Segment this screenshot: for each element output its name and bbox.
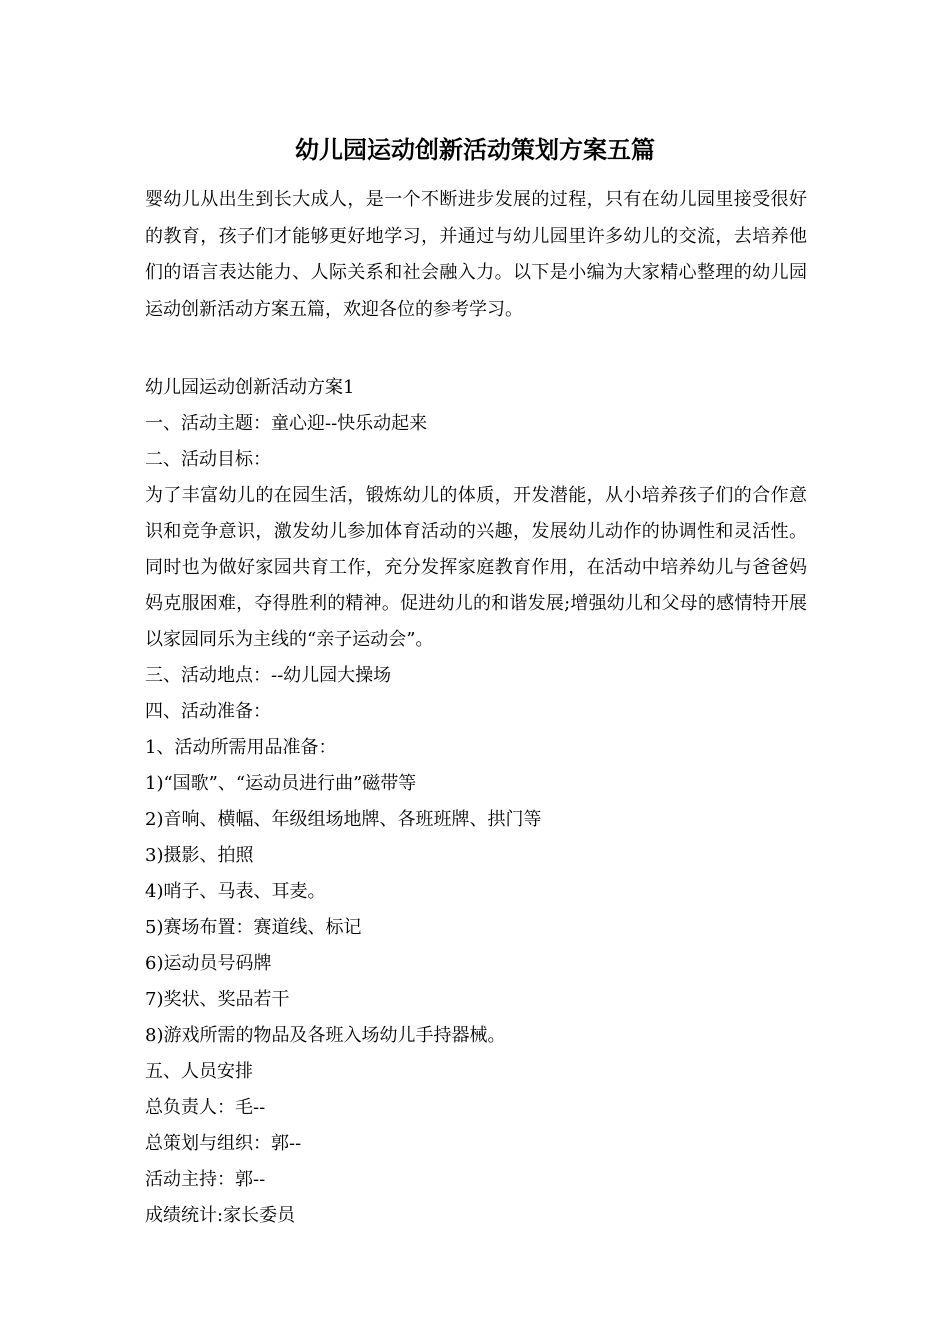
- activity-theme: 一、活动主题：童心迎--快乐动起来: [145, 413, 428, 434]
- prep-list-item: 1)“国歌”、“运动员进行曲”磁带等: [145, 773, 417, 794]
- staff-item: 活动主持：郭--: [145, 1169, 266, 1190]
- goal-paragraph: 为了丰富幼儿的在园生活，锻炼幼儿的体质，开发潜能，从小培养孩子们的合作意识和竞争意识，激发幼儿参加体育活动的兴趣，发展幼儿动作的协调性和灵活性。同时也为做好家园共育工作，充分发挥家庭教育作用，在活动中培养幼儿与爸爸妈妈克服困难，夺得胜利的精神。促进幼儿的和谐发展;增强幼儿和父母的感情特开展以家园同乐为主线的“亲子运动会”。: [145, 485, 807, 650]
- prep-list-item: 3)摄影、拍照: [145, 845, 254, 866]
- prep-list-item: 2)音响、横幅、年级组场地牌、各班班牌、拱门等: [145, 809, 542, 830]
- prep-heading: 四、活动准备：: [145, 701, 271, 722]
- staff-item: 总负责人：毛--: [145, 1097, 266, 1118]
- prep-list-item: 6)运动员号码牌: [145, 953, 272, 974]
- prep-list-item: 5)赛场布置：赛道线、标记: [145, 917, 362, 938]
- prep-list-item: 8)游戏所需的物品及各班入场幼儿手持器械。: [145, 1025, 506, 1046]
- paragraph-spacer: [145, 328, 807, 370]
- document-title: 幼儿园运动创新活动策划方案五篇: [295, 135, 655, 164]
- staff-heading: 五、人员安排: [145, 1061, 253, 1082]
- staff-item: 成绩统计:家长委员: [145, 1205, 296, 1226]
- staff-item: 总策划与组织：郭--: [145, 1133, 302, 1154]
- prep-subheading: 1、活动所需用品准备：: [145, 737, 337, 758]
- goal-heading: 二、活动目标：: [145, 449, 271, 470]
- intro-paragraph: 婴幼儿从出生到长大成人，是一个不断进步发展的过程，只有在幼儿园里接受很好的教育，孩子们才能够更好地学习，并通过与幼儿园里许多幼儿的交流，去培养他们的语言表达能力、人际关系和社会融入力。以下是小编为大家精心整理的幼儿园运动创新活动方案五篇，欢迎各位的参考学习。: [145, 189, 807, 320]
- section-heading: 幼儿园运动创新活动方案1: [145, 377, 355, 398]
- prep-list-item: 7)奖状、奖品若干: [145, 989, 290, 1010]
- document-body: [145, 182, 807, 1234]
- prep-list-item: 4)哨子、马表、耳麦。: [145, 881, 326, 902]
- activity-location: 三、活动地点：--幼儿园大操场: [145, 665, 392, 686]
